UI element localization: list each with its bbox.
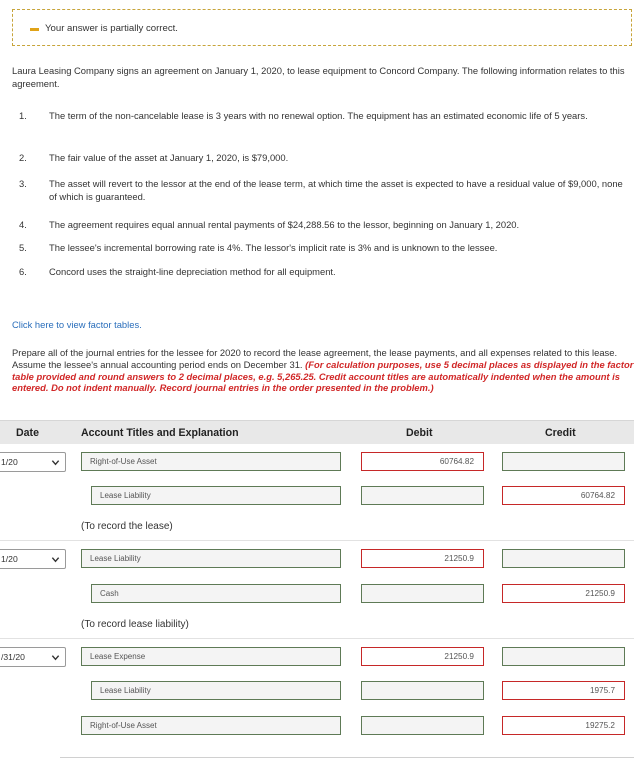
account-value: Lease Liability xyxy=(90,554,141,563)
entry-divider xyxy=(0,540,634,541)
debit-input[interactable] xyxy=(361,549,484,568)
entry-divider xyxy=(0,638,634,639)
credit-value: 1975.7 xyxy=(589,686,615,695)
credit-value: 21250.9 xyxy=(585,589,615,598)
instructions-emphasis: (For calculation purposes, use 5 decimal places as displayed in the factor table provided and round answers to 2 decimal places, e.g. 5,265.25. Credit account titles are automatically indented when the amount is entered. Do not indent manually. Record journal entries in the order presented in the problem.) xyxy=(12,358,634,394)
problem-intro: Laura Leasing Company signs an agreement on January 1, 2020, to lease equipment to Concord Company. The following information relates to this agreement. xyxy=(12,65,625,89)
scroll-divider xyxy=(60,757,634,758)
fact-number: 6. xyxy=(19,266,27,277)
debit-value: 60764.82 xyxy=(439,457,474,466)
fact-number: 1. xyxy=(19,110,27,121)
debit-header: Debit xyxy=(406,427,433,439)
debit-value: 21250.9 xyxy=(444,652,474,661)
partial-indicator-icon xyxy=(30,28,39,31)
account-value: Lease Liability xyxy=(100,491,151,500)
account-input[interactable] xyxy=(81,549,341,568)
date-select[interactable] xyxy=(0,452,66,472)
fact-number: 5. xyxy=(19,242,27,253)
credit-input[interactable] xyxy=(502,716,625,735)
account-value: Right-of-Use Asset xyxy=(90,457,157,466)
fact-text: The lessee's incremental borrowing rate is 4%. The lessor's implicit rate is 3% and is unknown to the lessee. xyxy=(49,242,498,253)
factor-tables-link[interactable]: Click here to view factor tables. xyxy=(12,319,142,330)
fact-text: Concord uses the straight-line depreciation method for all equipment. xyxy=(49,266,336,277)
instructions xyxy=(12,347,634,394)
chevron-down-icon xyxy=(51,555,60,564)
credit-value: 60764.82 xyxy=(580,491,615,500)
entry-note: (To record the lease) xyxy=(81,521,173,532)
account-value: Lease Expense xyxy=(90,652,146,661)
account-input[interactable] xyxy=(81,452,341,471)
feedback-banner xyxy=(12,9,632,46)
date-value: 1/20 xyxy=(1,554,18,564)
chevron-down-icon xyxy=(51,653,60,662)
date-select[interactable] xyxy=(0,549,66,569)
fact-text: The asset will revert to the lessor at the end of the lease term, at which time the asset is expected to have a residual value of $9,000, none of which is guaranteed. xyxy=(49,178,623,202)
credit-header: Credit xyxy=(545,427,576,439)
debit-input[interactable] xyxy=(361,452,484,471)
account-value: Lease Liability xyxy=(100,686,151,695)
credit-input[interactable] xyxy=(502,584,625,603)
date-value: 1/20 xyxy=(1,457,18,467)
debit-input[interactable] xyxy=(361,584,484,603)
fact-number: 3. xyxy=(19,178,27,189)
chevron-down-icon xyxy=(51,458,60,467)
fact-number: 2. xyxy=(19,152,27,163)
debit-input[interactable] xyxy=(361,716,484,735)
credit-value: 19275.2 xyxy=(585,721,615,730)
account-input[interactable] xyxy=(81,647,341,666)
feedback-message: Your answer is partially correct. xyxy=(45,23,178,34)
credit-input[interactable] xyxy=(502,486,625,505)
debit-input[interactable] xyxy=(361,647,484,666)
fact-text: The term of the non-cancelable lease is 3 years with no renewal option. The equipment has an estimated economic life of 5 years. xyxy=(49,110,588,121)
fact-number: 4. xyxy=(19,219,27,230)
account-value: Right-of-Use Asset xyxy=(90,721,157,730)
credit-input[interactable] xyxy=(502,549,625,568)
date-select[interactable] xyxy=(0,647,66,667)
date-header: Date xyxy=(16,427,39,439)
credit-input[interactable] xyxy=(502,452,625,471)
account-input[interactable] xyxy=(91,584,341,603)
credit-input[interactable] xyxy=(502,681,625,700)
journal-table-header xyxy=(0,420,634,444)
entry-note: (To record lease liability) xyxy=(81,619,189,630)
instructions-text: Prepare all of the journal entries for the lessee for 2020 to record the lease agreement, the lease payments, and all expenses related to this lease. Assume the lessee's annual accounting period ends on December 31. xyxy=(12,347,618,370)
fact-text: The fair value of the asset at January 1, 2020, is $79,000. xyxy=(49,152,289,163)
account-input[interactable] xyxy=(91,486,341,505)
fact-text: The agreement requires equal annual rental payments of $24,288.56 to the lessor, beginning on January 1, 2020. xyxy=(49,219,520,230)
account-value: Cash xyxy=(100,589,119,598)
account-input[interactable] xyxy=(81,716,341,735)
debit-value: 21250.9 xyxy=(444,554,474,563)
credit-input[interactable] xyxy=(502,647,625,666)
debit-input[interactable] xyxy=(361,486,484,505)
account-input[interactable] xyxy=(91,681,341,700)
debit-input[interactable] xyxy=(361,681,484,700)
date-value: /31/20 xyxy=(1,652,25,662)
account-header: Account Titles and Explanation xyxy=(81,427,239,439)
